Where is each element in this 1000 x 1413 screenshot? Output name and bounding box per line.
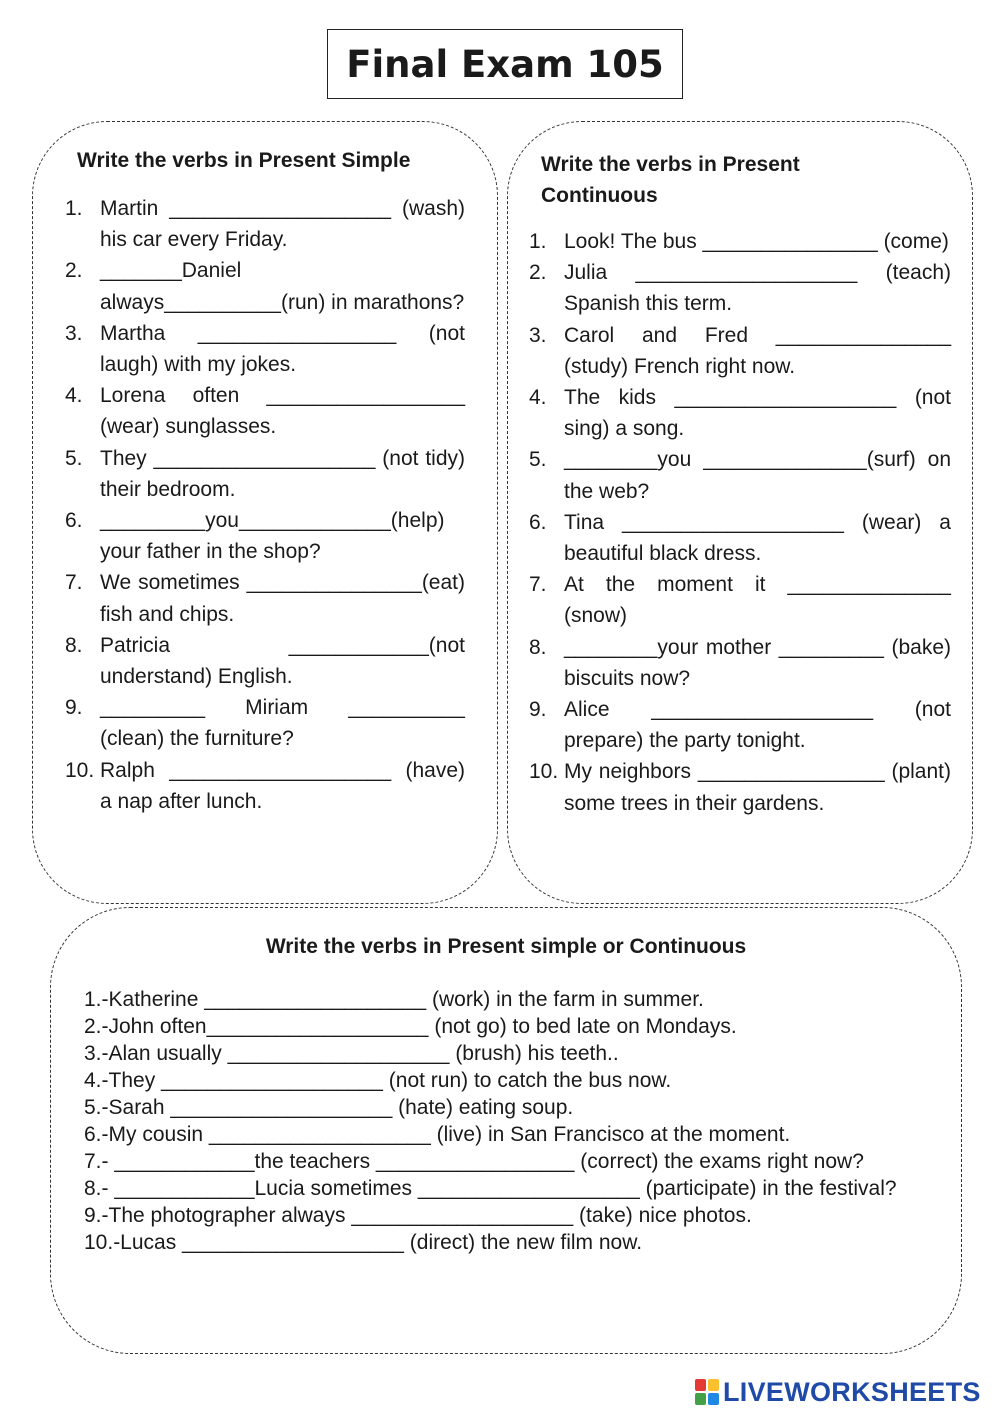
- list-item: 8. ________your mother _________ (bake) biscuits now?: [529, 635, 951, 690]
- list-item: 7. We sometimes _______________(eat) fish and chips.: [65, 571, 465, 626]
- list-item: 8.- ____________Lucia sometimes ___________________ (participate) in the festival?: [84, 1177, 897, 1200]
- mixed-tenses-list: [84, 986, 927, 1256]
- list-item: 7. At the moment it ______________ (snow): [529, 573, 951, 628]
- list-item: 2. Julia ___________________ (teach) Spanish this term.: [529, 261, 951, 316]
- page-title: Final Exam 105: [327, 29, 683, 99]
- logo-block: [708, 1379, 719, 1391]
- list-item: 6. Tina ___________________ (wear) a beautiful black dress.: [529, 510, 951, 566]
- logo-block: [695, 1393, 706, 1405]
- list-item: 6. _________you_____________(help) your father in the shop?: [65, 509, 445, 564]
- list-item: 9. Alice ___________________ (not prepare) the party tonight.: [529, 698, 951, 753]
- list-item: 1. Look! The bus _______________ (come): [529, 230, 949, 253]
- list-item: 4.-They ___________________ (not run) to catch the bus now.: [84, 1069, 672, 1092]
- present-continuous-heading: Write the verbs in Present Continuous: [541, 153, 800, 207]
- list-item: 2. _______Daniel always__________(run) in marathons?: [65, 259, 465, 314]
- list-item: 3. Carol and Fred _______________ (study) French right now.: [529, 323, 951, 378]
- list-item: 5.-Sarah ___________________ (hate) eating soup.: [84, 1096, 574, 1119]
- list-item: 10.-Lucas ___________________ (direct) the new film now.: [84, 1231, 643, 1254]
- list-item: 3.-Alan usually ___________________ (brush) his teeth..: [84, 1042, 619, 1065]
- list-item: 3. Martha _________________ (not laugh) with my jokes.: [65, 321, 465, 377]
- list-item: 4. Lorena often _________________ (wear) sunglasses.: [65, 384, 465, 439]
- logo-block: [695, 1379, 706, 1391]
- list-item: 5. ________you ______________(surf) on the web?: [529, 448, 951, 503]
- list-item: 1.-Katherine ___________________ (work) in the farm in summer.: [84, 988, 704, 1011]
- present-simple-panel: [32, 121, 498, 904]
- logo-blocks-icon: [695, 1379, 719, 1405]
- list-item: 1. Martin ___________________ (wash) his car every Friday.: [65, 197, 465, 252]
- list-item: 6.-My cousin ___________________ (live) in San Francisco at the moment.: [84, 1123, 791, 1146]
- list-item: 9. _________ Miriam __________ (clean) the furniture?: [65, 696, 465, 751]
- list-item: 10. My neighbors ________________ (plant) some trees in their gardens.: [529, 760, 951, 815]
- present-simple-list: [65, 193, 465, 817]
- mixed-tenses-heading: Write the verbs in Present simple or Continuous: [265, 935, 747, 958]
- liveworksheets-logo: [695, 1377, 981, 1407]
- logo-block: [708, 1393, 719, 1405]
- present-continuous-panel: [507, 121, 973, 904]
- list-item: 9.-The photographer always ___________________ (take) nice photos.: [84, 1204, 752, 1227]
- list-item: 5. They ___________________ (not tidy) their bedroom.: [65, 446, 465, 501]
- list-item: 4. The kids ___________________ (not sing) a song.: [529, 386, 951, 441]
- mixed-tenses-panel: [50, 907, 962, 1354]
- present-simple-heading: Write the verbs in Present Simple: [77, 149, 411, 172]
- list-item: 2.-John often___________________ (not go) to bed late on Mondays.: [84, 1015, 737, 1038]
- present-continuous-list: [529, 226, 951, 819]
- logo-text: LIVEWORKSHEETS: [723, 1376, 981, 1407]
- list-item: 7.- ____________the teachers _________________ (correct) the exams right now?: [84, 1150, 864, 1173]
- list-item: 8. Patricia ____________(not understand) English.: [65, 633, 465, 689]
- list-item: 10. Ralph ___________________ (have) a nap after lunch.: [65, 758, 465, 813]
